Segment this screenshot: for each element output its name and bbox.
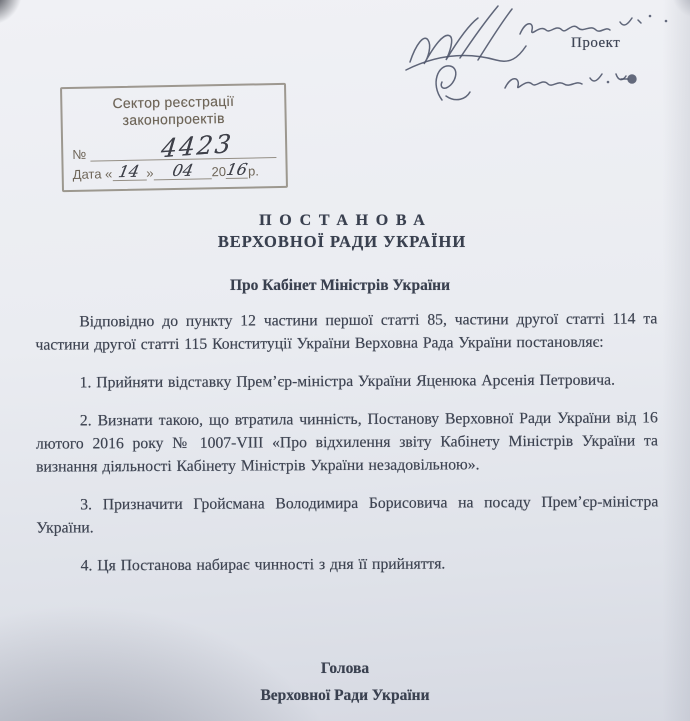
- stamp-number-value-handwritten: 4423: [159, 128, 234, 164]
- document-title-line1: ПОСТАНОВА: [259, 212, 433, 229]
- stamp-date-year-line: [225, 159, 250, 180]
- stamp-date-label: Дата «: [72, 166, 113, 182]
- document-title: [0, 211, 684, 252]
- signature-scribble-name-1: [520, 15, 667, 34]
- stamp-date-close-quote: »: [146, 165, 154, 181]
- stamp-date-day-handwritten: 14: [117, 161, 142, 182]
- paragraph-item-4: 4. Ця Постанова набирає чинності з дня її прийняття.: [80, 555, 446, 575]
- signatory-title-line1: Голова: [320, 660, 370, 677]
- stamp-date-row: [72, 159, 277, 182]
- stamp-number-label: №: [72, 146, 87, 162]
- stamp-date-year-suffix: р.: [247, 163, 259, 179]
- document-body: [35, 307, 658, 592]
- stamp-date-month-handwritten: 04: [170, 160, 195, 181]
- paragraph-item-3: 3. Призначити Гройсмана Володимира Борисовича на посаду Прем’єр-міністра України.: [36, 493, 659, 537]
- signature-monogram: [406, 18, 526, 70]
- paragraph-item-2: 2. Визнати такою, що втратила чинність, Постанову Верховної Ради України від 16 лютого 2016 року № 1007-VIII «Про відхилення звіту Кабінету Міністрів України та визнання діяльності Кабінету Міністрів України незадовільною».: [35, 409, 659, 476]
- stamp-number-row: [72, 128, 277, 162]
- stamp-org-line1: Сектор реєстрації: [112, 92, 235, 112]
- document-title-line2: ВЕРХОВНОЇ РАДИ УКРАЇНИ: [217, 232, 467, 251]
- stamp-date-year-handwritten: 16: [225, 159, 250, 180]
- registration-stamp: [60, 83, 288, 192]
- signature-scribble-initial-2: [436, 66, 470, 100]
- draft-label: Проект: [571, 35, 621, 51]
- paragraph-item-1: 1. Прийняти відставку Прем’єр-міністра України Яценюка Арсенія Петровича.: [79, 371, 616, 392]
- signature-slashes: [460, 6, 512, 60]
- stamp-org-line2: законопроектів: [122, 110, 225, 128]
- signatory-title-line2: Верховної Ради України: [260, 687, 430, 704]
- document-subject: Про Кабінет Міністрів України: [229, 277, 451, 294]
- signature-scribble-name-2: [505, 74, 636, 88]
- stamp-date-month-line: [153, 160, 211, 181]
- stamp-date-day-line: [112, 161, 146, 182]
- signatory-block: [0, 655, 690, 709]
- handwritten-signatures: [398, 0, 690, 118]
- stamp-date-year-prefix: 20: [211, 164, 227, 180]
- paragraph-intro: Відповідно до пункту 12 частини першої статті 85, частини другої статті 114 та частини другої статті 115 Конституції України Верховна Рада України постановляє:: [35, 310, 658, 354]
